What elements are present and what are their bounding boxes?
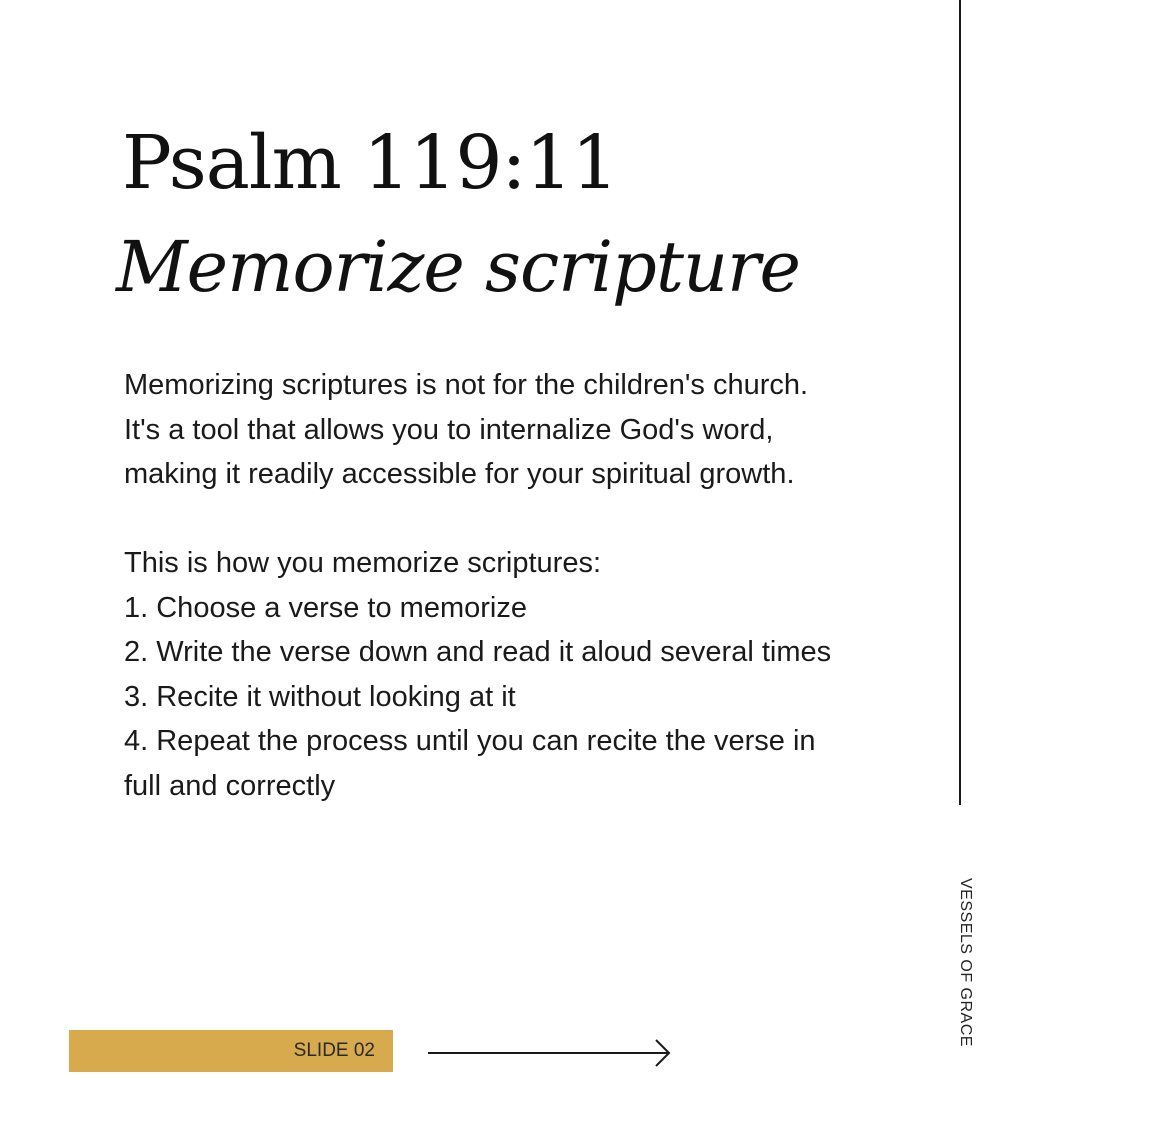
step-item: 4. Repeat the process until you can recite the verse in full and correctly — [124, 725, 816, 802]
page-title: Psalm 119:11 — [122, 120, 618, 206]
arrow-right-icon[interactable] — [427, 1037, 677, 1069]
brand-label: VESSELS OF GRACE — [957, 878, 974, 1047]
step-item: 2. Write the verse down and read it aloud several times — [124, 636, 832, 668]
page-subtitle: Memorize scripture — [116, 226, 800, 308]
intro-paragraph: Memorizing scriptures is not for the children's church. It's a tool that allows you to internalize God's word, making it readily accessible for your spiritual growth. — [124, 369, 809, 490]
body-content — [124, 363, 844, 808]
slide-label: SLIDE 02 — [293, 1040, 375, 1061]
steps-heading: This is how you memorize scriptures: — [124, 547, 602, 579]
vertical-divider — [959, 0, 961, 805]
slide-badge — [69, 1030, 393, 1072]
step-item: 3. Recite it without looking at it — [124, 680, 516, 713]
step-item: 1. Choose a verse to memorize — [124, 591, 527, 624]
